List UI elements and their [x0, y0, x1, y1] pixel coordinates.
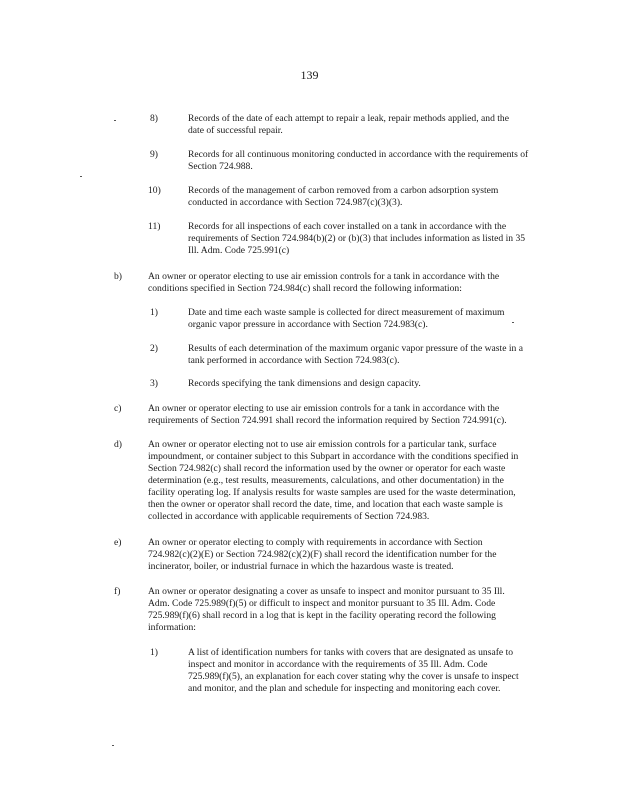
item-text: Results of each determination of the maximum organic vapor pressure of the waste in a tank performed in accordance with Section 724.983(c).	[188, 343, 523, 366]
item-label: c)	[114, 403, 122, 414]
page-number: 139	[300, 68, 319, 82]
item-label: 1)	[150, 647, 158, 658]
item-text: Records of the management of carbon removed from a carbon adsorption system conducted in accordance with Section 724.987(c)(3)(3).	[188, 185, 499, 208]
item-label: d)	[114, 439, 122, 450]
item-text: Records specifying the tank dimensions and design capacity.	[188, 378, 421, 389]
item-text: An owner or operator electing to use air emission controls for a tank in accordance with the requirements of Section 724.991 shall record the information required by Section 724.991(c).	[148, 403, 507, 426]
item-text: Records of the date of each attempt to repair a leak, repair methods applied, and the date of successful repair.	[188, 113, 509, 136]
item-text: A list of identification numbers for tanks with covers that are designated as unsafe to inspect and monitor in accordance with the requirements of 35 Ill. Adm. Code 725.989(f)(5), an explanation for each cover stating why the cover is unsafe to inspect and monitor, and the plan and schedule for inspecting and monitoring each cover.	[188, 647, 519, 694]
item-label: 11)	[148, 221, 161, 232]
item-label: 2)	[150, 343, 158, 354]
scan-speck	[512, 322, 514, 323]
scan-speck	[112, 745, 114, 746]
item-text: Records for all inspections of each cover installed on a tank in accordance with the requirements of Section 724.984(b)(2) or (b)(3) that includes information as listed in 35 Ill. Adm. Code 725.991(c)	[188, 221, 526, 256]
item-text: An owner or operator electing to comply with requirements in accordance with Section 724.982(c)(2)(E) or Section 724.982(c)(2)(F) shall record the identification number for the incinerator, boiler, or industrial furnace in which the hazardous waste is treated.	[148, 537, 497, 572]
scan-speck	[80, 176, 82, 177]
item-label: 3)	[150, 378, 158, 389]
scan-speck	[114, 120, 116, 121]
item-label: e)	[114, 537, 122, 548]
item-text: Records for all continuous monitoring conducted in accordance with the requirements of Section 724.988.	[188, 149, 529, 172]
item-label: b)	[114, 271, 122, 282]
item-label: 8)	[150, 113, 158, 124]
item-label: f)	[114, 586, 121, 597]
item-label: 9)	[150, 149, 158, 160]
item-label: 10)	[148, 185, 161, 196]
item-text: Date and time each waste sample is collected for direct measurement of maximum organic vapor pressure in accordance with Section 724.983(c).	[188, 307, 505, 330]
item-label: 1)	[150, 307, 158, 318]
item-text: An owner or operator electing to use air emission controls for a tank in accordance with the conditions specified in Section 724.984(c) shall record the following information:	[148, 271, 500, 294]
item-text: An owner or operator electing not to use air emission controls for a particular tank, surface impoundment, or container subject to this Subpart in accordance with the conditions specified in Section 724.982(c) shall record the information used by the owner or operator for each waste determination (e.g., test results, measurements, calculations, and other documentation) in the facility operating log. If analysis results for waste samples are used for the waste determination, then the owner or operator shall record the date, time, and location that each waste sample is collected in accordance with applicable requirements of Section 724.983.	[148, 439, 519, 522]
item-text: An owner or operator designating a cover as unsafe to inspect and monitor pursuant to 35 Ill. Adm. Code 725.989(f)(5) or difficult to inspect and monitor pursuant to 35 Ill. Adm. Code 725.989(f)(6) shall record in a log that is kept in the facility operating record the following information:	[148, 586, 505, 633]
